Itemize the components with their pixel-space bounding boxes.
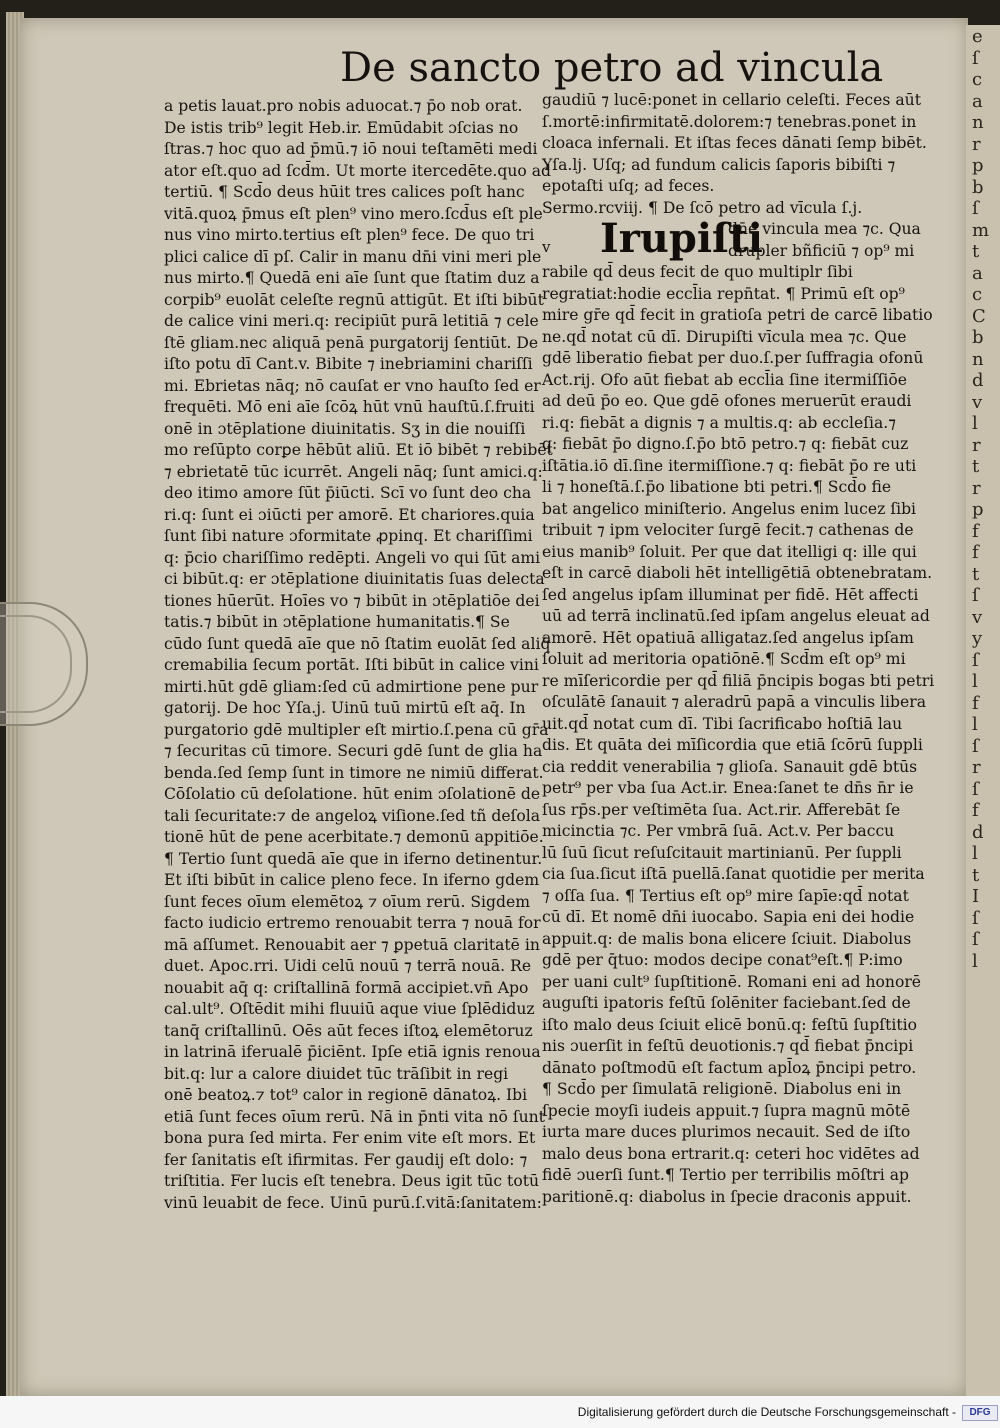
text-line: nus vino mirto.tertius eſt plen⁹ fece. De quo tri — [164, 226, 535, 244]
text-line: cūdo ſunt quedā aīe que nō ſtatim euolāt ſed aliq̄ — [164, 634, 551, 653]
fragment-letter: d — [972, 821, 984, 843]
fragment-letter: l — [972, 714, 978, 735]
text-line: Cōſolatio cū deſolatione. hūt enim ɔſolationē de — [164, 785, 541, 803]
text-line: Et iſti bibūt in calice pleno fece. In iferno gdem — [164, 871, 540, 889]
text-line: oſculātē ſanauit ⁊ aleradrū papā a vinculis libera — [542, 693, 926, 711]
fragment-letter: l — [972, 413, 978, 434]
text-line: tali ſecuritate:⁊ de angeloꝝ viſione.ſed tñ deſola — [164, 806, 540, 825]
fragment-letter: f — [972, 692, 979, 714]
fragment-letter: r — [972, 477, 981, 499]
text-line: ¶ Tertio ſunt quedā aīe que in iferno detinentur. — [164, 849, 543, 868]
text-line: fidē ɔuerſi ſunt.¶ Tertio per terribilis mōſtri ap — [542, 1166, 909, 1184]
text-line: ſunt feces oīum elemētoꝝ ⁊ oīum rerū. Sigdem — [164, 892, 531, 911]
text-line: etiā ſunt feces oīum rerū. Nā in p̄nti vita nō ſunt — [164, 1107, 545, 1126]
text-line: mirti.hūt gdē gliam:ſed cū admirtione pene pur — [164, 677, 539, 696]
text-line: nouabit aq̄ q: criſtallinā formā accipiet.vn̄ Apo — [164, 978, 529, 997]
text-line: a petis lauat.pro nobis aduocat.⁊ p̄o nob orat. — [164, 97, 523, 115]
fragment-letter: l — [972, 671, 978, 692]
text-line: iſto potu dī Cant.v. Bibite ⁊ inebriamini chariſſi — [164, 355, 533, 373]
fragment-letter: t — [972, 241, 980, 262]
fragment-letter: m — [972, 219, 990, 241]
text-line: mo reſūpto corꝑe hēbūt aliū. Et iō bibēt ⁊ rebibēt — [164, 441, 553, 459]
text-line: Act.rij. Ofo aūt fiebat ab eccl̄ia ſine itermiſſiōe — [542, 370, 908, 389]
text-line: in latrinā iferualē p̄iciēnt. Ipſe etiā ignis renoua — [164, 1043, 541, 1061]
fragment-letter: p — [972, 155, 984, 176]
text-line: ⁊ oſſa ſua. ¶ Tertius eſt op⁹ mire ſapīe:qd̄ notat — [542, 886, 909, 905]
text-line: cia reddit venerabilia ⁊ glioſa. Sanauit gdē btūs — [542, 757, 918, 776]
text-line: gaudiū ⁊ lucē:ponet in cellario celeſti. Feces aūt — [542, 91, 921, 109]
text-line: paritionē.q: diabolus in ſpecie draconis appuit. — [542, 1187, 912, 1206]
text-line: uū ad terrā inclinatū.ſed ipſam angelus eleuat ad — [542, 607, 930, 625]
text-line: fer ſanitatis eſt ifirmitas. Fer gaudij eſt dolo: ⁊ — [164, 1150, 528, 1169]
text-line: ad deū p̄o eo. Que gdē ofones meruerūt eraudi — [542, 392, 912, 410]
fragment-letter: b — [972, 327, 984, 348]
text-line: ⁊ ebrietatē tūc icurrēt. Angeli nāq; ſunt amici.q: — [164, 462, 543, 481]
text-line: q: fiebāt p̄o digno.ſ.p̄o btō petro.⁊ q: fiebāt cuz — [542, 435, 909, 453]
sermon-opening — [542, 215, 922, 262]
text-line: dis. Et quāta dei mīſicordia que etiā ſcōrū ſuppli — [542, 736, 923, 754]
text-line: ſpecie moyſi iudeis appuit.⁊ ſupra magnū mōtē — [542, 1101, 911, 1120]
text-line: uit.qd̄ notat cum dī. Tibi ſacrificabo hoſtiā lau — [542, 714, 903, 733]
text-line: dānato poſtmodū eſt factum apl̄oꝝ p̄ncipi petro. — [542, 1058, 917, 1077]
text-line: auguſti ipatoris feſtū ſolēniter faciebant.ſed de — [542, 994, 911, 1012]
text-line: ſunt ſibi nature ɔformitate ꝓpinq. Et chariſſimi — [164, 527, 533, 545]
text-line: ri.q: fiebāt a dignis ⁊ a multis.q: ab eccleſia.⁊ — [542, 413, 897, 432]
footer-credit: Digitalisierung gefördert durch die Deutsche Forschungsgemeinschaft - — [577, 1405, 956, 1419]
fragment-letter: ſ — [972, 649, 979, 671]
text-line: corpib⁹ euolāt celeſte regnū attigūt. Et iſti bibūt — [164, 290, 544, 309]
text-line: eius manib⁹ ſoluit. Per que dat itelligi q: ille qui — [542, 542, 917, 561]
fragment-letter: f — [972, 542, 979, 563]
fragment-letter: r — [972, 757, 981, 778]
text-line: tatis.⁊ bibūt in ɔtēplatione humanitatis.¶ Se — [164, 613, 510, 631]
text-line: li ⁊ honeſtā.ſ.p̄o libatione bti petri.¶ Scd̄o fie — [542, 478, 892, 496]
text-line: cremabilia ſecum portāt. Iſti bibūt in calice vini — [164, 656, 539, 674]
text-line: tionē hūt de pene acerbitate.⁊ demonū appitiōe. — [164, 828, 544, 846]
text-line: tanq̄ criſtallinū. Oēs aūt feces iſtoꝝ elemētoruz — [164, 1021, 533, 1040]
fragment-letter: ſ — [972, 929, 979, 950]
text-line: ne.qd̄ notat cū dī. Dirupiſti vīcula mea ⁊c. Que — [542, 327, 907, 346]
text-line: cū dī. Et nomē dn̄i iuocabo. Sapia eni dei hodie — [542, 908, 915, 926]
margin-mark: v — [542, 238, 551, 256]
text-line: ⁊ ſecuritas cū timore. Securi gdē ſunt de glia ha — [164, 742, 543, 760]
right-text-column — [542, 90, 935, 1206]
fragment-letter: p — [972, 499, 984, 520]
text-line: ſtras.⁊ hoc quo ad p̄mū.⁊ iō noui teſtamēti medi — [164, 140, 538, 158]
fragment-letter: e — [972, 26, 983, 47]
fragment-letter: c — [972, 69, 983, 90]
fragment-letter: a — [972, 262, 983, 284]
text-line: q: p̄cio chariſſimo redēpti. Angeli vo qui ſūt ami — [164, 548, 541, 567]
adjacent-page-fragment — [966, 25, 1000, 1396]
fragment-letter: r — [972, 133, 981, 155]
text-line: vinū leuabit de fece. Uinū purū.ſ.vitā:ſanitatem: — [164, 1193, 542, 1212]
fragment-letter: c — [972, 284, 983, 305]
dfg-logo: DFG — [962, 1405, 998, 1421]
text-line: mā aſſumet. Renouabit aer ⁊ ꝑpetuā claritatē in — [164, 935, 540, 954]
text-line: Sermo.rcviij. ¶ De ſcō petro ad vīcula ſ.j. — [542, 198, 863, 217]
text-line: plici calice dī pſ. Calir in manu dn̄i vini meri ple — [164, 247, 542, 266]
running-head: De sancto petro ad vincula — [340, 45, 884, 91]
text-line: iurta mare duces plurimos necauit. Sed de iſto — [542, 1123, 911, 1141]
fragment-letter: a — [972, 90, 983, 112]
fragment-letter: I — [972, 886, 980, 907]
fragment-letter: f — [972, 520, 979, 542]
fragment-letter: ſ — [972, 735, 979, 757]
text-line: ¶ Scd̄o per ſimulatā religionē. Diabolus eni in — [542, 1080, 902, 1098]
text-line: lū ſuū ſicut reſuſcitauit martinianū. Per ſuppli — [542, 843, 902, 862]
fragment-letter: f — [972, 800, 979, 821]
initial-word: Irupiſti — [600, 215, 763, 262]
text-line: tertiū. ¶ Scd̄o deus hūit tres calices poſt hanc — [164, 183, 525, 201]
fragment-letter: r — [972, 434, 981, 456]
fragment-letter: n — [972, 112, 984, 133]
text-line: petr⁹ per vba ſua Act.ir. Enea:ſanet te dn̄s n̄r ie — [542, 779, 914, 797]
text-line: nis ɔuerſit in feſtū deuotionis.⁊ qd̄ fiebat p̄ncipi — [542, 1037, 914, 1055]
text-line: nus mirto.¶ Quedā eni aīe ſunt que ſtatim duz a — [164, 269, 540, 287]
text-line: tiones hūerūt. Hoīes vo ⁊ bibūt in ɔtēplatiōe dei — [164, 591, 540, 610]
text-line: bit.q: lur a calore diuidet tūc trāſibit in regi — [164, 1064, 509, 1083]
text-line: iſto malo deus ſciuit elicē bonū.q: feſtū ſupſtitio — [542, 1015, 917, 1034]
text-line: re mīſericordie per qd̄ filiā p̄ncipis bogas bti petri — [542, 671, 935, 690]
text-line: onē in ɔtēplatione diuinitatis. Sʒ in die nouiſſi — [164, 419, 526, 438]
text-line: eſt in carcē diaboli hēt intelligētiā obtenebratam. — [542, 564, 933, 582]
text-line: cia ſua.ſicut iſtā puellā.ſanat quotidie per merita — [542, 865, 925, 883]
text-line: gatorij. De hoc Yſa.j. Uinū tuū mirtū eſt aq̄. In — [164, 699, 526, 717]
fragment-letter: ſ — [972, 907, 979, 929]
fragment-letter: d — [972, 370, 984, 391]
text-line: Yſa.lj. Uſq; ad fundum calicis ſaporis bibiſti ⁊ — [542, 155, 896, 174]
fragment-letter: n — [972, 348, 984, 370]
text-line: ſed angelus ipſam illuminat per fidē. Hēt affecti — [542, 585, 919, 604]
fragment-letter: t — [972, 563, 980, 585]
text-line: ſoluit ad meritoria opatiōnē.¶ Scd̄m eſt op⁹ mi — [542, 650, 906, 668]
text-line: ator eſt.quo ad ſcd̄m. Ut morte itercedēte.quo ad — [164, 161, 552, 180]
text-line: facto iudicio ertremo renouabit terra ⁊ nouā for — [164, 914, 541, 932]
fragment-letter: C — [972, 305, 986, 327]
fragment-letter: v — [972, 606, 983, 628]
text-line: regratiat:hodie eccl̄ia repn̄tat. ¶ Primū eſt op⁹ — [542, 284, 905, 303]
text-line: de calice vini meri.q: recipiūt purā letitiā ⁊ cele — [164, 312, 539, 330]
fragment-letter: y — [972, 628, 983, 649]
text-line: ci bibūt.q: er ɔtēplatione diuinitatis ſuas delecta — [164, 570, 545, 588]
text-line: triſtitia. Fer lucis eſt tenebra. Deus igit tūc totū — [164, 1172, 540, 1190]
text-line: per uani cult⁹ ſupſtitionē. Romani eni ad honorē — [542, 972, 922, 991]
text-line: benda.ſed ſemp ſunt in timore ne nimiū differat. — [164, 763, 544, 782]
text-line: purgatorio gdē multipler eſt mirtio.ſ.pena cū gr̄a — [164, 720, 549, 739]
text-line: iſtātia.iō dī.ſine itermiſſione.⁊ q: fiebāt p̄o re uti — [542, 456, 917, 475]
fragment-letter: ſ — [972, 778, 979, 800]
text-line: dn̄e vincula mea ⁊c. Qua — [728, 220, 921, 238]
fragment-letter: ſ — [972, 47, 979, 69]
text-line: gdē per q̄tuo: modos decipe conat⁹eſt.¶ P:imo — [542, 951, 903, 969]
fragment-letter: l — [972, 950, 978, 972]
text-line: epotaſti uſq; ad feces. — [542, 177, 715, 195]
text-line: duet. Apoc.rri. Uidi celū nouū ⁊ terrā nouā. Re — [164, 957, 532, 975]
text-line: malo deus bona ertrarit.q: ceteri hoc vidētes ad — [542, 1144, 920, 1163]
text-line: drupler bñficiū ⁊ op⁹ mi — [728, 241, 915, 260]
text-line: appuit.q: de malis bona elicere ſciuit. Diabolus — [542, 929, 912, 948]
text-line: ſus rp̄s.per veſtimēta ſua. Act.rir. Afferebāt ſe — [542, 800, 901, 819]
left-text-column — [164, 96, 553, 1216]
text-line: rabile qd̄ deus fecit de quo multiplr ſibi — [542, 263, 853, 281]
text-line: mi. Ebrietas nāq; nō cauſat er vno hauſto ſed er — [164, 376, 541, 395]
text-line: ſ.mortē:infirmitatē.dolorem:⁊ tenebras.ponet in — [542, 112, 917, 131]
text-line: ri.q: ſunt ei ɔiūcti per amorē. Et chariores.quia — [164, 505, 535, 524]
text-line: cloaca infernali. Et iſtas feces dānati ſemp bibēt. — [542, 134, 927, 152]
fragment-letter: l — [972, 843, 978, 864]
text-line: gdē liberatio fiebat per duo.ſ.per ſuffragia ofonū — [542, 349, 924, 367]
text-line: ſtē gliam.nec aliquā penā purgatorij ſentiūt. De — [164, 333, 539, 352]
fragment-letter: b — [972, 176, 984, 198]
text-line: bona pura ſed mirta. Fer enim vite eſt mors. Et — [164, 1129, 536, 1147]
text-line: vitā.quoꝝ p̄mus eſt plen⁹ vino mero.ſcd̄us eſt ple — [164, 204, 543, 223]
text-line: bat angelico miniſterio. Angelus enim lucez ſibi — [542, 499, 917, 518]
text-line: tribuit ⁊ ipm velociter ſurgē fecit.⁊ cathenas de — [542, 521, 914, 539]
fragment-letter: t — [972, 864, 980, 886]
fragment-letter: t — [972, 456, 980, 477]
text-line: De istis trib⁹ legit Heb.ir. Emūdabit ɔſcias no — [164, 118, 519, 137]
text-line: frequēti. Mō eni aīe ſcōꝝ hūt vnū hauſtū.ſ.fruiti — [164, 398, 535, 416]
text-line: mire gr̄e qd̄ fecit in gratioſa petri de carcē libatio — [542, 306, 933, 324]
fragment-letter: ſ — [972, 585, 979, 606]
text-line: onē beatoꝝ.⁊ tot⁹ calor in regionē dānatoꝝ. Ibi — [164, 1086, 528, 1104]
text-line: deo itimo amore ſūt p̄iūcti. Scī vo ſunt deo cha — [164, 484, 532, 502]
fragment-letter: v — [972, 391, 983, 413]
text-line: micinctia ⁊c. Per vmbrā ſuā. Act.v. Per baccu — [542, 822, 895, 840]
text-line: amorē. Hēt opatiuā alligataz.ſed angelus ipſam — [542, 628, 914, 647]
text-line: cal.ult⁹. Oſtēdit mihi fluuiū aque viue ſplēdiduz — [164, 1000, 535, 1018]
fragment-letter: ſ — [972, 198, 979, 219]
